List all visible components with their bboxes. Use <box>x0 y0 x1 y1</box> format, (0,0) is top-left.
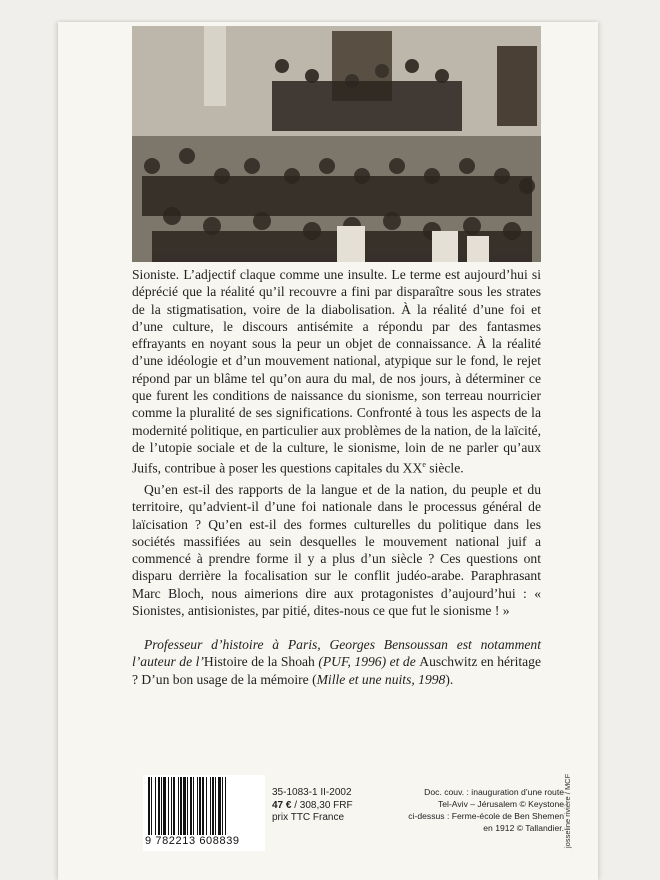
credit-line: Doc. couv. : inauguration d’une route <box>424 787 564 797</box>
century-superscript: e <box>422 460 426 470</box>
author-bio: Professeur d’histoire à Paris, Georges Bensoussan est notamment l’auteur de l’Histoire de la Shoah (PUF, 1996) et de Auschwitz en héritage ? D’un bon usage de la mémoire (Mille et une nuits, 1998). <box>132 637 541 687</box>
paragraph-2: Qu’en est-il des rapports de la langue et de la nation, du peuple et du territoire, qu’advient-il d’une foi nationale dans le processus général de laïcisation ? Qu’en est-il des formes culturelles du politique dans les sociétés massifiées au sein desquelles le mouvement national juif a commencé à prendre forme il y a plus d’un siècle ? Ces questions ont disparu derrière la focalisation sur le conflit judéo-arabe. Paraphrasant Marc Bloch, nous aimerions dire aux protagonistes d’aujourd’hui : « Sionistes, antisionistes, par pitié, dites-nous ce que fut le sionisme ! » <box>132 482 541 619</box>
credit-line: en 1912 © Tallandier. <box>483 823 564 833</box>
price-info <box>272 787 353 825</box>
price-note: prix TTC France <box>272 812 345 823</box>
barcode-number: 9 782213 608839 <box>145 835 240 847</box>
photo-credits <box>408 786 564 834</box>
paragraph-1: Sioniste. L’adjectif claque comme une insulte. Le terme est aujourd’hui si déprécié que la réalité qu’il recouvre a fini par disparaître sous les strates de la stigmatisation, voire de la diabolisation. À la réalité d’une foi et d’une culture, le discours antisémite a répondu par des fantasmes effrayants en noyant sous la peur un objet de connaissance. À la réalité d’une idéologie et d’un mouvement national, atypique sur le fond, le rejet répond par un blâme tel qu’on aura du mal, de nos jours, à déterminer ce que furent les conditions de naissance du sionisme, son terreau nourricier comme la pluralité de ses significations. Confronté à tous les aspects de la modernité politique, en particulier aux problèmes de la nation, de la laïcité, de l’utopie sociale et de la culture, le sionisme, loin de ne parler qu’aux Juifs, contribue à poser les questions capitales du XXe siècle. <box>132 267 541 476</box>
credit-line: Tel-Aviv – Jérusalem © Keystone <box>437 799 564 809</box>
credit-line: ci-dessus : Ferme-école de Ben Shemen <box>408 811 564 821</box>
price-line: 47 € / 308,30 FRF <box>272 799 353 811</box>
barcode-bars <box>146 777 262 835</box>
group-photograph <box>132 26 541 262</box>
catalog-code: 35-1083-1 II-2002 <box>272 787 352 798</box>
barcode <box>143 775 265 851</box>
designer-credit: josseline rivière / MCF <box>563 773 572 848</box>
